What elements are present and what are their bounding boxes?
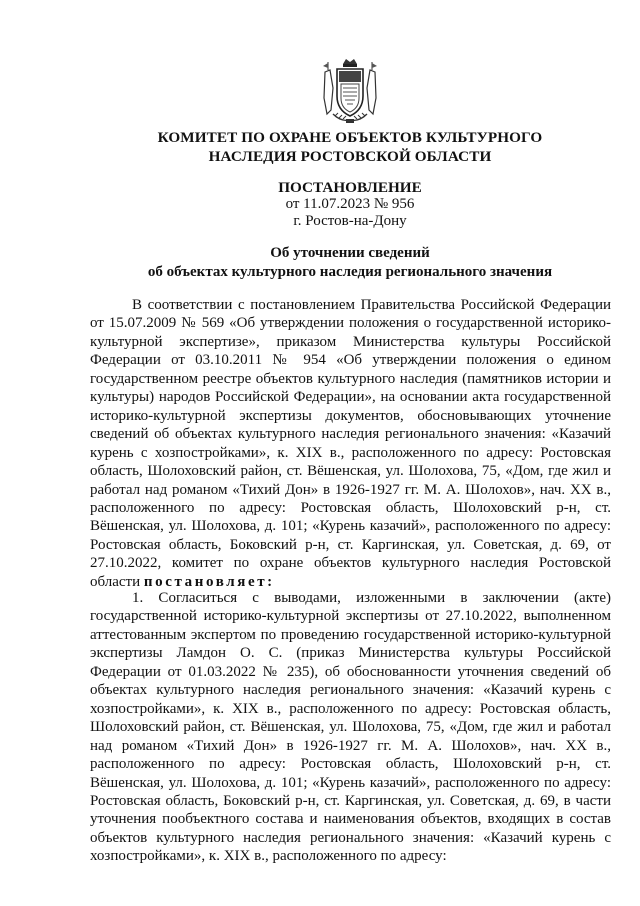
committee-line-2: НАСЛЕДИЯ РОСТОВСКОЙ ОБЛАСТИ — [208, 148, 492, 165]
item-1-paragraph: 1. Согласиться с выводами, изложенными в заключении (акте) государственной историко-культурной экспертизы от 27.10.2022, выполненном аттестованным экспертом по проведению государственной историко-культурной экспертизы Ламдон О. С. (приказ Министерства культуры Российской Федерации от 01.03.2022 № 235), об обоснованности уточнения сведений об объектах культурного наследия регионального значения: «Казачий курень с хозпостройками», к. XIX в., расположенного по адресу: Ростовская область, Шолоховский район, ст. Вёшенская, ул. Шолохова, 75, «Дом, где жил и работал над романом «Тихий Дон» в 1926-1927 гг. М. А. Шолохов», нач. XX в., расположенного по адресу: Ростовская область, Шолоховский р-н, ст. Вёшенская, ул. Шолохова, д. 101; «Курень казачий», расположенного по адресу: Ростовская область, Боковский р-н, ст. Каргинская, ул. Советская, д. 69, в части уточнения пообъектного состава и наименования объектов, входящих в состав объектов культурного наследия регионального значения: «Казачий курень с хозпостройками», к. XIX в., расположенного по адресу: — [90, 590, 611, 865]
committee-name — [90, 128, 610, 166]
preamble-paragraph — [90, 296, 611, 591]
document-subject — [90, 244, 610, 281]
resolves-word: постановляет: — [143, 573, 275, 590]
document-type: ПОСТАНОВЛЕНИЕ — [278, 179, 422, 196]
committee-line-1: КОМИТЕТ ПО ОХРАНЕ ОБЪЕКТОВ КУЛЬТУРНОГО — [157, 129, 543, 146]
document-date-number: от 11.07.2023 № 956 — [285, 196, 415, 212]
preamble-text: В соответствии с постановлением Правительства Российской Федерации от 15.07.2009 № 569 «Об утверждении положения о государственной историко-культурной экспертизе», приказом Министерства культуры Российской Федерации от 03.10.2011 № 954 «Об утверждении положения о едином государственном реестре объектов культурного наследия (памятников истории и культуры) народов Российской Федерации», на основании акта государственной историко-культурной экспертизы документов, обосновывающих уточнение сведений об объектах культурного наследия регионального значения: «Казачий курень с хозпостройками», к. XIX в., расположенного по адресу: Ростовская область, Шолоховский район, ст. Вёшенская, ул. Шолохова, 75, «Дом, где жил и работал над романом «Тихий Дон» в 1926-1927 гг. М. А. Шолохов», нач. XX в., расположенного по адресу: Ростовская область, Шолоховский р-н, ст. Вёшенская, ул. Шолохова, д. 101; «Курень казачий», расположенного по адресу: Ростовская область, Боковский р-н, ст. Каргинская, ул. Советская, д. 69, от 27.10.2022, комитет по охране объектов культурного наследия Ростовской области — [90, 297, 611, 590]
coat-of-arms-icon — [321, 58, 379, 124]
subject-line-2: об объектах культурного наследия регионального значения — [147, 263, 553, 280]
subject-line-1: Об уточнении сведений — [270, 245, 430, 261]
document-city: г. Ростов-на-Дону — [293, 213, 407, 229]
